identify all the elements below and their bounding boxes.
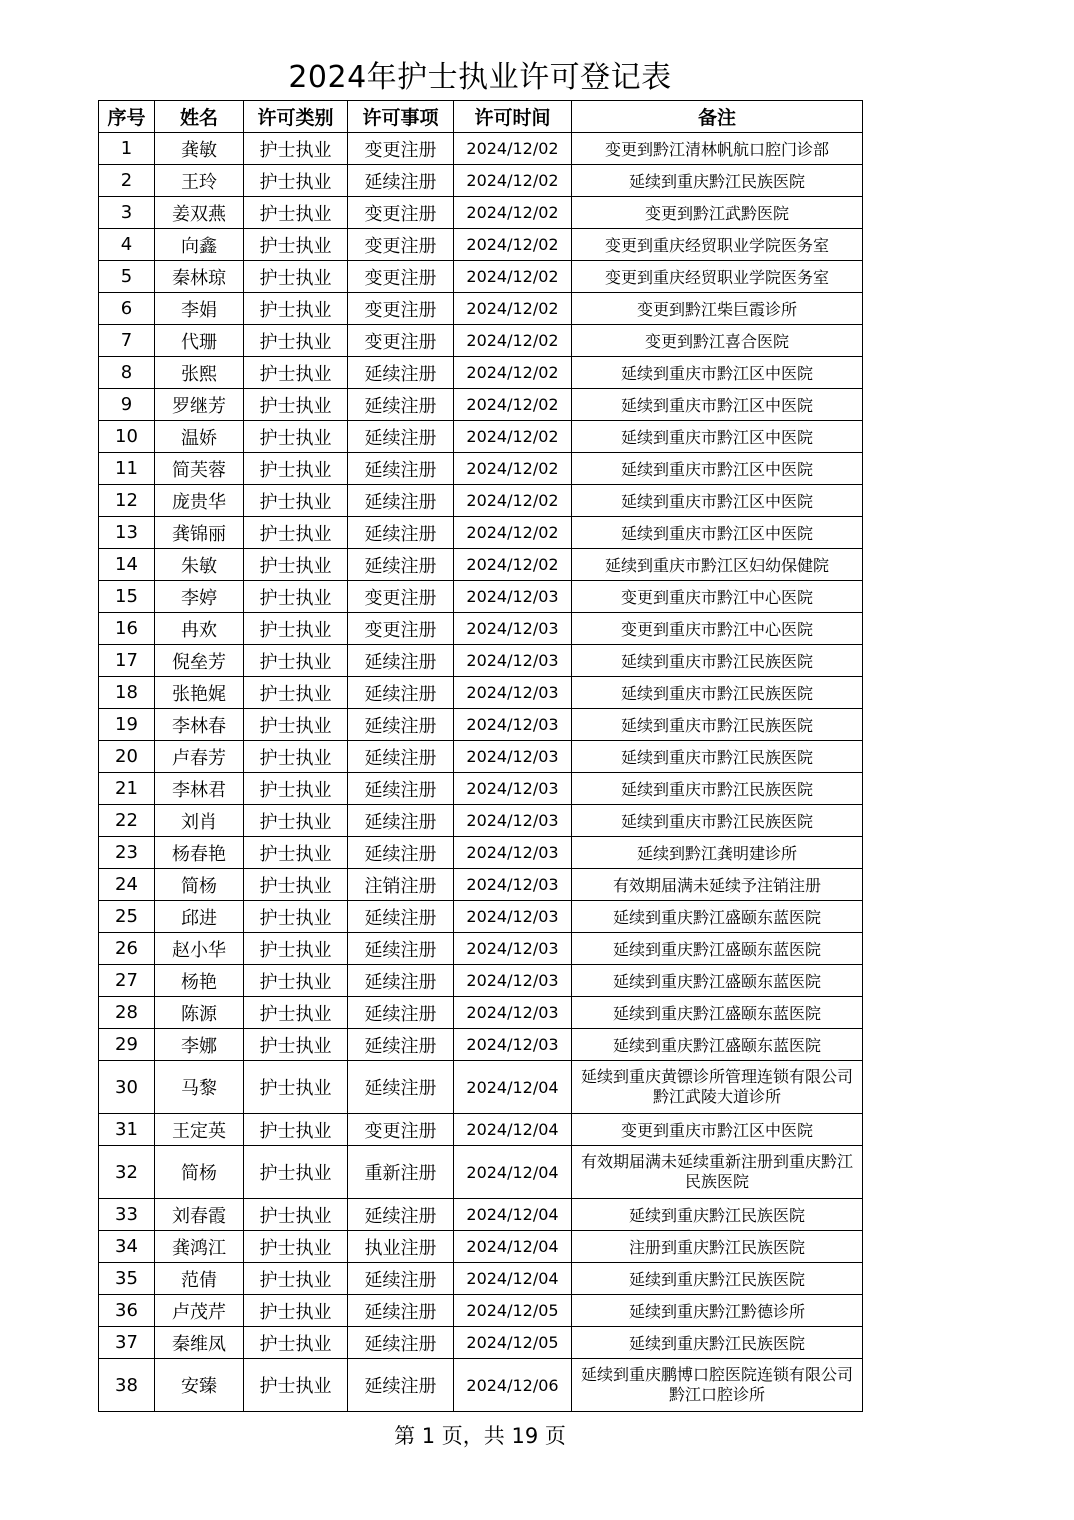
- cell-seq: 33: [99, 1199, 155, 1231]
- cell-item: 延续注册: [348, 517, 454, 549]
- table-row: [99, 549, 863, 581]
- page-title: 2024年护士执业许可登记表: [288, 60, 672, 95]
- cell-time: 2024/12/03: [454, 581, 572, 613]
- cell-note: 延续到重庆黔江盛颐东蓝医院: [572, 997, 863, 1029]
- cell-time: 2024/12/03: [454, 677, 572, 709]
- cell-name: 罗继芳: [155, 389, 244, 421]
- cell-seq: 37: [99, 1327, 155, 1359]
- cell-category: 护士执业: [244, 741, 348, 773]
- cell-note: 延续到重庆市黔江区妇幼保健院: [572, 549, 863, 581]
- cell-seq: 19: [99, 709, 155, 741]
- cell-time: 2024/12/06: [454, 1359, 572, 1412]
- cell-note: 变更到黔江武黔医院: [572, 197, 863, 229]
- cell-time: 2024/12/02: [454, 293, 572, 325]
- cell-category: 护士执业: [244, 549, 348, 581]
- cell-category: 护士执业: [244, 965, 348, 997]
- cell-item: 延续注册: [348, 1263, 454, 1295]
- cell-category: 护士执业: [244, 613, 348, 645]
- cell-name: 龚敏: [155, 133, 244, 165]
- cell-time: 2024/12/03: [454, 709, 572, 741]
- cell-name: 杨春艳: [155, 837, 244, 869]
- cell-note: 延续到重庆黔江盛颐东蓝医院: [572, 901, 863, 933]
- cell-category: 护士执业: [244, 869, 348, 901]
- cell-time: 2024/12/03: [454, 773, 572, 805]
- page-footer: 第 1 页，共 19 页: [394, 1424, 566, 1448]
- table-row: [99, 869, 863, 901]
- cell-seq: 11: [99, 453, 155, 485]
- cell-category: 护士执业: [244, 325, 348, 357]
- cell-item: 延续注册: [348, 773, 454, 805]
- cell-item: 延续注册: [348, 485, 454, 517]
- cell-name: 陈源: [155, 997, 244, 1029]
- cell-time: 2024/12/05: [454, 1295, 572, 1327]
- cell-note: 变更到重庆市黔江中心医院: [572, 613, 863, 645]
- cell-category: 护士执业: [244, 293, 348, 325]
- cell-name: 冉欢: [155, 613, 244, 645]
- cell-note: 注册到重庆黔江民族医院: [572, 1231, 863, 1263]
- table-row: [99, 389, 863, 421]
- cell-note: 延续到重庆黔江民族医院: [572, 1263, 863, 1295]
- cell-name: 李娜: [155, 1029, 244, 1061]
- cell-name: 张艳娓: [155, 677, 244, 709]
- cell-item: 执业注册: [348, 1231, 454, 1263]
- cell-seq: 10: [99, 421, 155, 453]
- cell-time: 2024/12/03: [454, 613, 572, 645]
- cell-note: 延续到重庆市黔江民族医院: [572, 741, 863, 773]
- cell-category: 护士执业: [244, 901, 348, 933]
- cell-note: 延续到重庆市黔江民族医院: [572, 709, 863, 741]
- cell-category: 护士执业: [244, 165, 348, 197]
- cell-note: 变更到黔江柴巨霞诊所: [572, 293, 863, 325]
- table-row: [99, 773, 863, 805]
- cell-seq: 15: [99, 581, 155, 613]
- cell-seq: 36: [99, 1295, 155, 1327]
- cell-time: 2024/12/03: [454, 869, 572, 901]
- cell-time: 2024/12/04: [454, 1263, 572, 1295]
- cell-name: 庞贵华: [155, 485, 244, 517]
- cell-time: 2024/12/02: [454, 549, 572, 581]
- cell-item: 延续注册: [348, 421, 454, 453]
- cell-time: 2024/12/02: [454, 325, 572, 357]
- cell-item: 延续注册: [348, 389, 454, 421]
- cell-name: 杨艳: [155, 965, 244, 997]
- cell-name: 安臻: [155, 1359, 244, 1412]
- cell-time: 2024/12/03: [454, 1029, 572, 1061]
- cell-name: 倪垒芳: [155, 645, 244, 677]
- cell-item: 延续注册: [348, 1199, 454, 1231]
- table-row: [99, 453, 863, 485]
- cell-category: 护士执业: [244, 229, 348, 261]
- table-row: [99, 837, 863, 869]
- header-time: 许可时间: [454, 101, 572, 133]
- cell-name: 赵小华: [155, 933, 244, 965]
- cell-name: 简杨: [155, 1146, 244, 1199]
- cell-seq: 28: [99, 997, 155, 1029]
- cell-name: 李娟: [155, 293, 244, 325]
- cell-note: 变更到重庆市黔江中心医院: [572, 581, 863, 613]
- cell-item: 延续注册: [348, 1295, 454, 1327]
- table-row: [99, 229, 863, 261]
- cell-seq: 25: [99, 901, 155, 933]
- cell-time: 2024/12/02: [454, 517, 572, 549]
- license-table: [98, 100, 863, 1412]
- cell-category: 护士执业: [244, 1295, 348, 1327]
- cell-item: 延续注册: [348, 805, 454, 837]
- cell-item: 延续注册: [348, 677, 454, 709]
- cell-seq: 5: [99, 261, 155, 293]
- cell-category: 护士执业: [244, 837, 348, 869]
- table-row: [99, 805, 863, 837]
- cell-seq: 12: [99, 485, 155, 517]
- cell-item: 延续注册: [348, 357, 454, 389]
- cell-seq: 2: [99, 165, 155, 197]
- cell-time: 2024/12/02: [454, 165, 572, 197]
- cell-time: 2024/12/03: [454, 933, 572, 965]
- cell-note: 延续到重庆黔江民族医院: [572, 1199, 863, 1231]
- cell-time: 2024/12/03: [454, 901, 572, 933]
- cell-name: 朱敏: [155, 549, 244, 581]
- cell-item: 延续注册: [348, 1029, 454, 1061]
- table-row: [99, 325, 863, 357]
- table-row: [99, 1231, 863, 1263]
- cell-name: 简杨: [155, 869, 244, 901]
- cell-note: 延续到重庆市黔江民族医院: [572, 645, 863, 677]
- cell-time: 2024/12/04: [454, 1199, 572, 1231]
- cell-category: 护士执业: [244, 1199, 348, 1231]
- cell-seq: 35: [99, 1263, 155, 1295]
- cell-note: 延续到重庆市黔江区中医院: [572, 453, 863, 485]
- cell-seq: 34: [99, 1231, 155, 1263]
- cell-note: 变更到重庆市黔江区中医院: [572, 1114, 863, 1146]
- table-row: [99, 933, 863, 965]
- header-category: 许可类别: [244, 101, 348, 133]
- table-row: [99, 517, 863, 549]
- cell-category: 护士执业: [244, 357, 348, 389]
- cell-seq: 18: [99, 677, 155, 709]
- cell-time: 2024/12/05: [454, 1327, 572, 1359]
- cell-name: 邱进: [155, 901, 244, 933]
- table-row: [99, 1114, 863, 1146]
- cell-item: 注销注册: [348, 869, 454, 901]
- cell-item: 延续注册: [348, 965, 454, 997]
- cell-category: 护士执业: [244, 1231, 348, 1263]
- cell-item: 延续注册: [348, 901, 454, 933]
- cell-name: 范倩: [155, 1263, 244, 1295]
- cell-item: 变更注册: [348, 325, 454, 357]
- cell-item: 延续注册: [348, 741, 454, 773]
- cell-time: 2024/12/02: [454, 421, 572, 453]
- table-body: [99, 133, 863, 1412]
- cell-time: 2024/12/02: [454, 261, 572, 293]
- table-row: [99, 1359, 863, 1412]
- cell-name: 简芙蓉: [155, 453, 244, 485]
- table-row: [99, 1146, 863, 1199]
- cell-name: 刘春霞: [155, 1199, 244, 1231]
- cell-seq: 21: [99, 773, 155, 805]
- table-row: [99, 133, 863, 165]
- table-row: [99, 165, 863, 197]
- cell-item: 变更注册: [348, 197, 454, 229]
- cell-note: 延续到黔江龚明建诊所: [572, 837, 863, 869]
- table-row: [99, 1029, 863, 1061]
- cell-seq: 20: [99, 741, 155, 773]
- cell-time: 2024/12/02: [454, 197, 572, 229]
- cell-category: 护士执业: [244, 133, 348, 165]
- cell-note: 延续到重庆黔江民族医院: [572, 165, 863, 197]
- cell-note: 延续到重庆黄镖诊所管理连锁有限公司黔江武陵大道诊所: [572, 1061, 863, 1114]
- cell-time: 2024/12/02: [454, 389, 572, 421]
- cell-item: 延续注册: [348, 837, 454, 869]
- cell-seq: 27: [99, 965, 155, 997]
- header-note: 备注: [572, 101, 863, 133]
- cell-note: 有效期届满未延续重新注册到重庆黔江民族医院: [572, 1146, 863, 1199]
- cell-category: 护士执业: [244, 1359, 348, 1412]
- header-name: 姓名: [155, 101, 244, 133]
- cell-time: 2024/12/04: [454, 1146, 572, 1199]
- cell-name: 秦维凤: [155, 1327, 244, 1359]
- cell-name: 龚鸿江: [155, 1231, 244, 1263]
- cell-seq: 24: [99, 869, 155, 901]
- table-row: [99, 421, 863, 453]
- cell-category: 护士执业: [244, 1061, 348, 1114]
- cell-seq: 30: [99, 1061, 155, 1114]
- cell-category: 护士执业: [244, 453, 348, 485]
- table-row: [99, 997, 863, 1029]
- cell-seq: 38: [99, 1359, 155, 1412]
- cell-seq: 6: [99, 293, 155, 325]
- cell-item: 延续注册: [348, 549, 454, 581]
- cell-item: 变更注册: [348, 261, 454, 293]
- cell-seq: 29: [99, 1029, 155, 1061]
- cell-item: 延续注册: [348, 165, 454, 197]
- cell-name: 李林春: [155, 709, 244, 741]
- header-seq: 序号: [99, 101, 155, 133]
- cell-note: 延续到重庆黔江盛颐东蓝医院: [572, 933, 863, 965]
- cell-item: 变更注册: [348, 133, 454, 165]
- table-row: [99, 741, 863, 773]
- cell-name: 秦林琼: [155, 261, 244, 293]
- cell-item: 变更注册: [348, 293, 454, 325]
- cell-category: 护士执业: [244, 197, 348, 229]
- cell-name: 刘肖: [155, 805, 244, 837]
- cell-time: 2024/12/02: [454, 357, 572, 389]
- cell-seq: 26: [99, 933, 155, 965]
- cell-name: 马黎: [155, 1061, 244, 1114]
- table-row: [99, 677, 863, 709]
- cell-time: 2024/12/03: [454, 837, 572, 869]
- table-row: [99, 293, 863, 325]
- cell-item: 变更注册: [348, 229, 454, 261]
- cell-name: 姜双燕: [155, 197, 244, 229]
- cell-seq: 3: [99, 197, 155, 229]
- cell-seq: 23: [99, 837, 155, 869]
- cell-name: 卢茂芹: [155, 1295, 244, 1327]
- table-row: [99, 485, 863, 517]
- cell-name: 王玲: [155, 165, 244, 197]
- cell-item: 变更注册: [348, 613, 454, 645]
- cell-item: 重新注册: [348, 1146, 454, 1199]
- cell-category: 护士执业: [244, 805, 348, 837]
- cell-note: 延续到重庆黔江民族医院: [572, 1327, 863, 1359]
- cell-name: 代珊: [155, 325, 244, 357]
- cell-category: 护士执业: [244, 485, 348, 517]
- cell-category: 护士执业: [244, 1029, 348, 1061]
- cell-item: 延续注册: [348, 997, 454, 1029]
- cell-seq: 22: [99, 805, 155, 837]
- cell-name: 李婷: [155, 581, 244, 613]
- cell-item: 延续注册: [348, 453, 454, 485]
- cell-note: 延续到重庆黔江盛颐东蓝医院: [572, 965, 863, 997]
- cell-seq: 32: [99, 1146, 155, 1199]
- table-row: [99, 357, 863, 389]
- cell-time: 2024/12/02: [454, 133, 572, 165]
- cell-note: 延续到重庆市黔江区中医院: [572, 421, 863, 453]
- cell-item: 变更注册: [348, 581, 454, 613]
- cell-note: 延续到重庆黔江黔德诊所: [572, 1295, 863, 1327]
- cell-category: 护士执业: [244, 1327, 348, 1359]
- cell-item: 延续注册: [348, 709, 454, 741]
- cell-note: 延续到重庆鹏博口腔医院连锁有限公司黔江口腔诊所: [572, 1359, 863, 1412]
- cell-seq: 4: [99, 229, 155, 261]
- cell-name: 向鑫: [155, 229, 244, 261]
- cell-note: 延续到重庆市黔江民族医院: [572, 805, 863, 837]
- cell-note: 延续到重庆市黔江区中医院: [572, 517, 863, 549]
- cell-category: 护士执业: [244, 677, 348, 709]
- cell-item: 延续注册: [348, 1359, 454, 1412]
- cell-time: 2024/12/03: [454, 965, 572, 997]
- cell-item: 变更注册: [348, 1114, 454, 1146]
- table-row: [99, 197, 863, 229]
- cell-seq: 8: [99, 357, 155, 389]
- cell-item: 延续注册: [348, 1327, 454, 1359]
- cell-note: 变更到黔江喜合医院: [572, 325, 863, 357]
- cell-name: 李林君: [155, 773, 244, 805]
- table-header-row: [99, 101, 863, 133]
- cell-item: 延续注册: [348, 933, 454, 965]
- cell-seq: 14: [99, 549, 155, 581]
- cell-seq: 1: [99, 133, 155, 165]
- cell-seq: 31: [99, 1114, 155, 1146]
- cell-category: 护士执业: [244, 389, 348, 421]
- cell-name: 张熙: [155, 357, 244, 389]
- cell-note: 有效期届满未延续予注销注册: [572, 869, 863, 901]
- cell-seq: 17: [99, 645, 155, 677]
- cell-name: 龚锦丽: [155, 517, 244, 549]
- cell-time: 2024/12/02: [454, 229, 572, 261]
- cell-item: 延续注册: [348, 1061, 454, 1114]
- cell-time: 2024/12/04: [454, 1061, 572, 1114]
- cell-seq: 16: [99, 613, 155, 645]
- cell-note: 延续到重庆市黔江民族医院: [572, 773, 863, 805]
- cell-time: 2024/12/03: [454, 741, 572, 773]
- cell-seq: 7: [99, 325, 155, 357]
- table-row: [99, 1295, 863, 1327]
- cell-name: 王定英: [155, 1114, 244, 1146]
- cell-category: 护士执业: [244, 773, 348, 805]
- table-row: [99, 901, 863, 933]
- table-row: [99, 1327, 863, 1359]
- table-row: [99, 261, 863, 293]
- cell-note: 延续到重庆市黔江民族医院: [572, 677, 863, 709]
- cell-category: 护士执业: [244, 997, 348, 1029]
- cell-time: 2024/12/03: [454, 645, 572, 677]
- cell-note: 延续到重庆市黔江区中医院: [572, 357, 863, 389]
- cell-time: 2024/12/03: [454, 997, 572, 1029]
- cell-name: 温娇: [155, 421, 244, 453]
- cell-time: 2024/12/04: [454, 1231, 572, 1263]
- cell-name: 卢春芳: [155, 741, 244, 773]
- cell-note: 延续到重庆市黔江区中医院: [572, 389, 863, 421]
- cell-category: 护士执业: [244, 581, 348, 613]
- cell-time: 2024/12/02: [454, 453, 572, 485]
- cell-category: 护士执业: [244, 1146, 348, 1199]
- cell-note: 延续到重庆黔江盛颐东蓝医院: [572, 1029, 863, 1061]
- cell-category: 护士执业: [244, 1114, 348, 1146]
- table-row: [99, 1199, 863, 1231]
- cell-category: 护士执业: [244, 261, 348, 293]
- cell-category: 护士执业: [244, 421, 348, 453]
- table-row: [99, 1263, 863, 1295]
- header-item: 许可事项: [348, 101, 454, 133]
- cell-time: 2024/12/03: [454, 805, 572, 837]
- cell-category: 护士执业: [244, 933, 348, 965]
- cell-time: 2024/12/04: [454, 1114, 572, 1146]
- table-row: [99, 1061, 863, 1114]
- table-row: [99, 965, 863, 997]
- table-row: [99, 709, 863, 741]
- table-row: [99, 613, 863, 645]
- table-row: [99, 645, 863, 677]
- cell-item: 延续注册: [348, 645, 454, 677]
- cell-category: 护士执业: [244, 645, 348, 677]
- table-row: [99, 581, 863, 613]
- cell-category: 护士执业: [244, 1263, 348, 1295]
- cell-note: 延续到重庆市黔江区中医院: [572, 485, 863, 517]
- cell-category: 护士执业: [244, 709, 348, 741]
- cell-time: 2024/12/02: [454, 485, 572, 517]
- cell-note: 变更到重庆经贸职业学院医务室: [572, 229, 863, 261]
- cell-seq: 13: [99, 517, 155, 549]
- cell-note: 变更到重庆经贸职业学院医务室: [572, 261, 863, 293]
- cell-note: 变更到黔江清林帆航口腔门诊部: [572, 133, 863, 165]
- cell-seq: 9: [99, 389, 155, 421]
- cell-category: 护士执业: [244, 517, 348, 549]
